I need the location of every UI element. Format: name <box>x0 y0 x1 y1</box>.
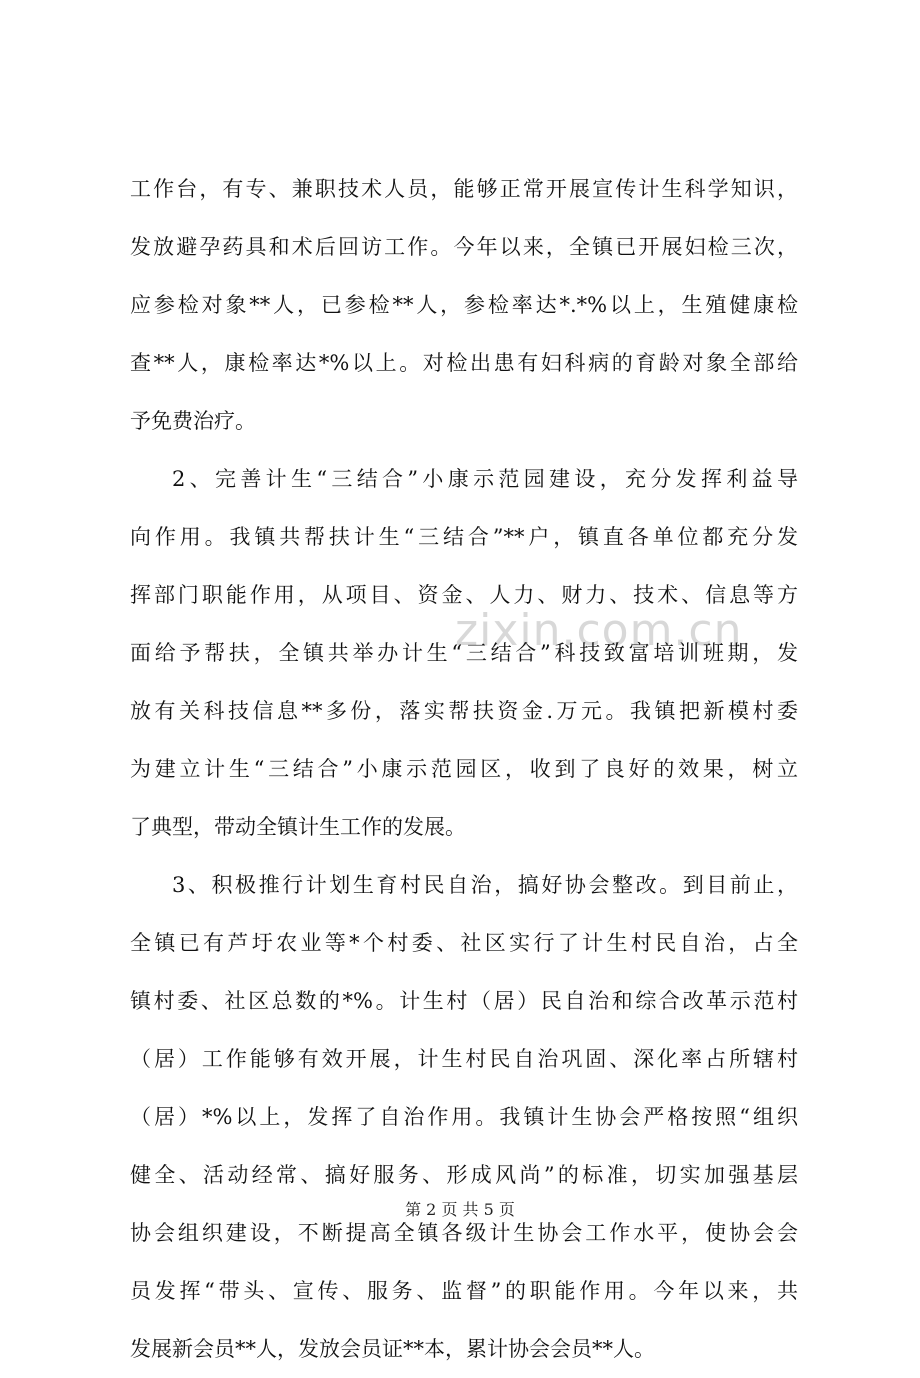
text-line: 员发挥“带头、宣传、服务、监督”的职能作用。今年以来，共 <box>130 1279 798 1303</box>
text-line: 向作用。我镇共帮扶计生“三结合”**户，镇直各单位都充分发 <box>130 525 798 549</box>
paragraph-3 <box>130 856 798 1378</box>
text-line: 挥部门职能作用，从项目、资金、人力、财力、技术、信息等方 <box>130 583 798 607</box>
text-line: 予免费治疗。 <box>130 409 256 433</box>
text-line: 查**人，康检率达*%以上。对检出患有妇科病的育龄对象全部给 <box>130 351 798 375</box>
text-line: 3、积极推行计划生育村民自治，搞好协会整改。到目前止， <box>172 873 798 897</box>
text-line: 镇村委、社区总数的*%。计生村（居）民自治和综合改革示范村 <box>130 989 798 1013</box>
text-line: 工作台，有专、兼职技术人员，能够正常开展宣传计生科学知识， <box>130 177 798 201</box>
text-line: （居）*%以上，发挥了自治作用。我镇计生协会严格按照“组织 <box>130 1105 798 1129</box>
text-line: 了典型，带动全镇计生工作的发展。 <box>130 815 466 839</box>
text-line: 面给予帮扶，全镇共举办计生“三结合”科技致富培训班期，发 <box>130 641 798 665</box>
text-line: 发展新会员**人，发放会员证**本，累计协会会员**人。 <box>130 1337 655 1361</box>
text-line: 协会组织建设，不断提高全镇各级计生协会工作水平，使协会会 <box>130 1221 798 1245</box>
paragraph-2 <box>130 450 798 856</box>
paragraph-1 <box>130 160 798 450</box>
page-footer: 第 2 页 共 5 页 <box>405 1200 515 1219</box>
text-line: （居）工作能够有效开展，计生村民自治巩固、深化率占所辖村 <box>130 1047 798 1071</box>
text-line: 健全、活动经常、搞好服务、形成风尚”的标准，切实加强基层 <box>130 1163 798 1187</box>
watermark: zixin.com.cn <box>455 605 743 656</box>
text-line: 全镇已有芦圩农业等*个村委、社区实行了计生村民自治，占全 <box>130 931 798 955</box>
document-body <box>130 160 798 1378</box>
text-line: 发放避孕药具和术后回访工作。今年以来，全镇已开展妇检三次， <box>130 235 798 259</box>
text-line: 为建立计生“三结合”小康示范园区，收到了良好的效果，树立 <box>130 757 798 781</box>
text-line: 应参检对象**人，已参检**人，参检率达*.*%以上，生殖健康检 <box>130 293 798 317</box>
text-line: 放有关科技信息**多份，落实帮扶资金.万元。我镇把新模村委 <box>130 699 798 723</box>
text-line: 2、完善计生“三结合”小康示范园建设，充分发挥利益导 <box>172 467 798 491</box>
